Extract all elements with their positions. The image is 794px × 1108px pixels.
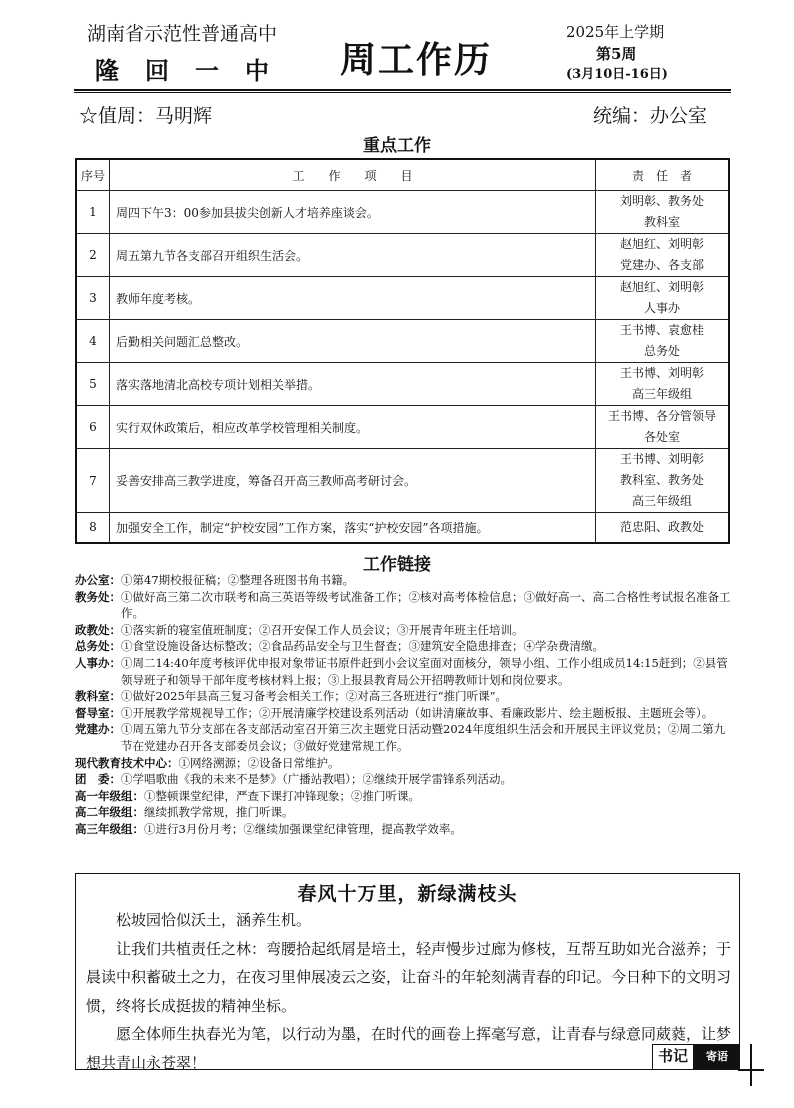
row-responsible: 王书博、袁愈桂 总务处 xyxy=(596,320,730,363)
row-responsible: 刘明彰、教务处 教科室 xyxy=(596,191,730,234)
message-tag-right: 寄语 xyxy=(694,1044,740,1070)
message-title: 春风十万里，新绿满枝头 xyxy=(297,883,518,905)
column-header-item: 工 作 项 目 xyxy=(110,159,596,191)
department-label: 总务处： xyxy=(75,639,121,654)
school-province-label: 湖南省示范性普通高中 xyxy=(87,23,278,45)
row-work-item: 周四下午3：00参加县拔尖创新人才培养座谈会。 xyxy=(110,191,596,234)
work-link-item xyxy=(75,572,735,589)
row-number: 2 xyxy=(76,234,110,277)
work-link-item xyxy=(75,771,735,788)
department-label: 政教处： xyxy=(75,622,121,637)
work-link-item xyxy=(75,721,735,754)
department-tasks: ①进行3月份月考；②继续加强课堂纪律管理，提高教学效率。 xyxy=(144,821,462,836)
message-tag-left: 书记 xyxy=(652,1044,694,1070)
date-range-label: (3月10日-16日) xyxy=(566,67,668,82)
row-number: 5 xyxy=(76,363,110,406)
key-work-table xyxy=(75,158,730,544)
department-tasks: ①食堂设施设备达标整改；②食品药品安全与卫生督查；③建筑安全隐患排查；④学杂费清缴。 xyxy=(121,639,604,654)
table-row xyxy=(76,277,729,320)
department-tasks: ①网络溯源；②设备日常维护。 xyxy=(178,755,340,770)
work-link-item xyxy=(75,755,735,772)
row-responsible: 赵旭红、刘明彰 党建办、各支部 xyxy=(596,234,730,277)
department-label: 现代教育技术中心： xyxy=(75,755,179,770)
header-divider-thick xyxy=(74,89,731,91)
row-responsible: 赵旭红、刘明彰 人事办 xyxy=(596,277,730,320)
work-links-list xyxy=(75,572,735,838)
row-number: 6 xyxy=(76,406,110,449)
work-link-item xyxy=(75,705,735,722)
department-label: 办公室： xyxy=(75,573,121,587)
row-number: 1 xyxy=(76,191,110,234)
row-number: 4 xyxy=(76,320,110,363)
duty-officer: ☆值周：马明辉 xyxy=(79,105,213,127)
table-row xyxy=(76,191,729,234)
column-header-num: 序号 xyxy=(76,159,110,191)
message-tag xyxy=(652,1044,740,1070)
table-row xyxy=(76,234,729,277)
message-paragraph: 让我们共植责任之林：弯腰拾起纸屑是培土，轻声慢步过廊为修枝，互帮互助如光合滋养；于晨读中积蓄破土之力，在夜习里伸展凌云之姿，让奋斗的年轮刻满青春的印记。今日种下的文明习惯，终将长成挺拔的精神坐标。 xyxy=(86,939,732,1015)
row-number: 7 xyxy=(76,449,110,513)
work-link-item xyxy=(75,589,735,622)
department-tasks: ①周五第九节分支部在各支部活动室召开第三次主题党日活动暨2024年度组织生活会和开展民主评议党员；②周二第九节在党建办召开各支部委员会议；③做好党建常规工作。 xyxy=(121,722,726,753)
department-tasks: ①做好2025年县高三复习备考会相关工作；②对高三各班进行“推门听课”。 xyxy=(121,689,508,704)
department-label: 团 委： xyxy=(75,772,121,787)
department-label: 高一年级组： xyxy=(75,788,144,803)
table-row xyxy=(76,406,729,449)
department-tasks: ①学唱歌曲《我的未来不是梦》（广播站教唱）；②继续开展学雷锋系列活动。 xyxy=(121,772,512,787)
message-paragraph: 松坡园恰似沃土，涵养生机。 xyxy=(116,911,312,929)
row-responsible: 王书博、刘明彰 高三年级组 xyxy=(596,363,730,406)
department-tasks: ①整顿课堂纪律，严查下课打冲锋现象；②推门听课。 xyxy=(144,788,420,803)
page-title: 周工作历 xyxy=(340,40,493,81)
table-row xyxy=(76,449,729,513)
work-link-item xyxy=(75,821,735,838)
editor-label: 统编：办公室 xyxy=(593,105,708,127)
row-work-item: 周五第九节各支部召开组织生活会。 xyxy=(110,234,596,277)
week-label: 第5周 xyxy=(596,45,637,63)
row-responsible: 范忠阳、政教处 xyxy=(596,513,730,543)
department-tasks: ①第47期校报征稿；②整理各班图书角书籍。 xyxy=(121,573,355,587)
department-tasks: ①落实新的寝室值班制度；②召开安保工作人员会议；③开展青年班主任培训。 xyxy=(121,622,524,637)
department-label: 高三年级组： xyxy=(75,821,144,836)
corner-mark-vertical xyxy=(750,1044,752,1086)
school-name: 隆回一中 xyxy=(95,56,295,85)
department-tasks: ①做好高三第二次市联考和高三英语等级考试准备工作；②核对高考体检信息；③做好高一、高二合格性考试报名准备工作。 xyxy=(121,589,731,621)
department-tasks: 继续抓教学常规，推门听课。 xyxy=(144,805,294,820)
row-work-item: 实行双休政策后，相应改革学校管理相关制度。 xyxy=(110,406,596,449)
work-link-item xyxy=(75,638,735,655)
department-label: 高二年级组： xyxy=(75,805,144,820)
header-divider-thin xyxy=(74,92,731,93)
department-label: 人事办： xyxy=(75,655,121,670)
message-paragraph: 愿全体师生执春光为笔，以行动为墨，在时代的画卷上挥毫写意，让青春与绿意同葳蕤，让梦想共青山永苍翠！ xyxy=(86,1025,732,1072)
work-link-item xyxy=(75,655,735,688)
row-number: 3 xyxy=(76,277,110,320)
message-body xyxy=(86,906,734,1077)
table-row xyxy=(76,513,729,543)
corner-mark-horizontal xyxy=(738,1069,764,1071)
work-links-title: 工作链接 xyxy=(363,555,431,575)
work-link-item xyxy=(75,622,735,639)
row-responsible: 王书博、刘明彰 教科室、教务处 高三年级组 xyxy=(596,449,730,513)
work-link-item xyxy=(75,804,735,821)
row-work-item: 妥善安排高三教学进度，筹备召开高三教师高考研讨会。 xyxy=(110,449,596,513)
row-work-item: 后勤相关问题汇总整改。 xyxy=(110,320,596,363)
row-work-item: 教师年度考核。 xyxy=(110,277,596,320)
table-row xyxy=(76,363,729,406)
key-work-title: 重点工作 xyxy=(363,136,431,156)
work-link-item xyxy=(75,788,735,805)
department-tasks: ①开展教学常规视导工作；②开展清廉学校建设系列活动（如讲清廉故事、看廉政影片、绘主题板报、主题班会等）。 xyxy=(121,705,714,720)
term-label: 2025年上学期 xyxy=(566,23,665,41)
row-work-item: 落实落地清北高校专项计划相关举措。 xyxy=(110,363,596,406)
department-label: 教务处： xyxy=(75,589,121,604)
table-header-row xyxy=(76,159,729,191)
column-header-responsible: 责 任 者 xyxy=(596,159,730,191)
department-label: 督导室： xyxy=(75,705,121,720)
work-link-item xyxy=(75,688,735,705)
department-tasks: ①周二14:40年度考核评优申报对象带证书原件赶到小会议室面对面核分，领导小组、工作小组成员14:15赶到；②县管领导班子和领导干部年度考核材料上报；③上报县教育局公开招聘教师计划和岗位要求。 xyxy=(121,655,728,687)
message-box xyxy=(75,873,740,1070)
row-work-item: 加强安全工作，制定“护校安园”工作方案，落实“护校安园”各项措施。 xyxy=(110,513,596,543)
department-label: 教科室： xyxy=(75,689,121,704)
department-label: 党建办： xyxy=(75,722,121,737)
row-number: 8 xyxy=(76,513,110,543)
row-responsible: 王书博、各分管领导 各处室 xyxy=(596,406,730,449)
key-work-rows xyxy=(76,191,729,543)
table-row xyxy=(76,320,729,363)
